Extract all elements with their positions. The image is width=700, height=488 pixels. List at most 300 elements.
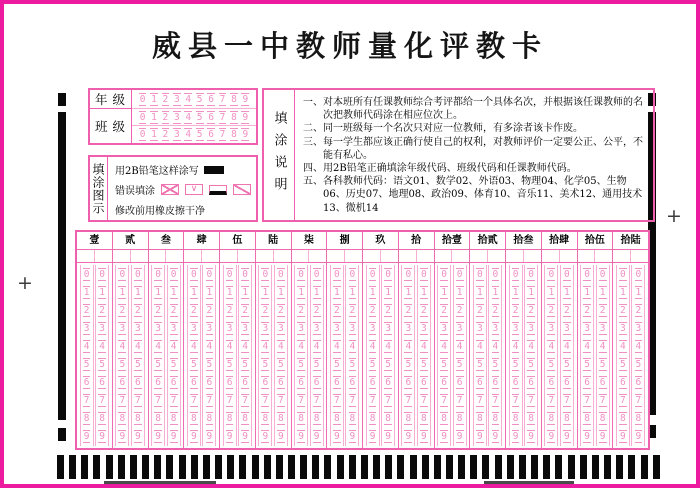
digit-bubble-1[interactable]: 1 [369,286,376,298]
digit-bubble-2[interactable]: 2 [548,304,555,316]
write-in-cell[interactable] [578,250,596,262]
digit-bubble-5[interactable]: 5 [99,359,106,371]
digit-bubble-4[interactable]: 4 [369,340,376,352]
digit-bubble-1[interactable]: 1 [405,286,412,298]
digit-bubble-3[interactable]: 3 [369,322,376,334]
write-in-cells[interactable] [613,250,648,263]
digit-bubble-4[interactable]: 4 [135,340,141,352]
digit-bubble-6[interactable]: 6 [208,111,214,123]
digit-bubble-7[interactable]: 7 [298,395,304,407]
digit-bubble-6[interactable]: 6 [298,377,304,389]
digit-bubble-5[interactable]: 5 [492,359,499,371]
digit-bubble-9[interactable]: 9 [190,431,197,443]
write-in-cells[interactable] [399,250,434,263]
digit-bubble-5[interactable]: 5 [196,111,203,123]
digit-bubble-6[interactable]: 6 [135,377,141,389]
digit-bubble-5[interactable]: 5 [512,359,519,371]
digit-bubble-0[interactable]: 0 [584,268,590,280]
digit-bubble-8[interactable]: 8 [619,413,626,425]
digit-bubble-1[interactable]: 1 [599,286,606,298]
digit-bubble-0[interactable]: 0 [405,268,412,280]
digit-bubble-7[interactable]: 7 [99,395,106,407]
digit-bubble-5[interactable]: 5 [456,359,463,371]
digit-bubble-7[interactable]: 7 [206,395,213,407]
digit-bubble-0[interactable]: 0 [139,129,146,140]
digit-bubble-8[interactable]: 8 [313,413,320,425]
digit-bubble-3[interactable]: 3 [226,322,233,334]
digit-bubble-1[interactable]: 1 [548,286,555,298]
digit-bubble-0[interactable]: 0 [135,268,141,280]
digit-bubble-2[interactable]: 2 [190,304,197,316]
digit-bubble-6[interactable]: 6 [548,377,555,389]
digit-bubble-9[interactable]: 9 [262,431,269,443]
digit-bubble-3[interactable]: 3 [441,322,447,334]
digit-bubble-8[interactable]: 8 [405,413,412,425]
digit-bubble-7[interactable]: 7 [190,395,197,407]
digit-bubble-1[interactable]: 1 [635,286,642,298]
digit-bubble-9[interactable]: 9 [119,431,126,443]
digit-bubble-1[interactable]: 1 [119,286,126,298]
digit-bubble-6[interactable]: 6 [155,377,161,389]
digit-bubble-7[interactable]: 7 [119,395,126,407]
write-in-cell[interactable] [435,250,453,262]
digit-bubble-1[interactable]: 1 [492,286,499,298]
write-in-cells[interactable] [113,250,148,263]
digit-bubble-9[interactable]: 9 [441,431,447,443]
digit-bubble-8[interactable]: 8 [349,413,356,425]
digit-bubble-3[interactable]: 3 [476,322,483,334]
write-in-cell[interactable] [184,250,202,262]
digit-bubble-0[interactable]: 0 [155,268,161,280]
digit-bubble-5[interactable]: 5 [385,359,392,371]
digit-bubble-6[interactable]: 6 [208,93,214,105]
digit-bubble-8[interactable]: 8 [421,413,427,425]
digit-bubble-4[interactable]: 4 [599,340,606,352]
digit-bubble-6[interactable]: 6 [170,377,177,389]
digit-bubble-4[interactable]: 4 [635,340,642,352]
digit-bubble-1[interactable]: 1 [512,286,519,298]
digit-bubble-2[interactable]: 2 [441,304,447,316]
digit-bubble-4[interactable]: 4 [584,340,590,352]
digit-bubble-9[interactable]: 9 [242,431,249,443]
write-in-cell[interactable] [256,250,274,262]
digit-bubble-5[interactable]: 5 [278,359,284,371]
digit-bubble-4[interactable]: 4 [226,340,233,352]
digit-bubble-7[interactable]: 7 [441,395,447,407]
digit-bubble-6[interactable]: 6 [119,377,126,389]
write-in-cell[interactable] [95,250,112,262]
digit-bubble-9[interactable]: 9 [635,431,642,443]
digit-bubble-9[interactable]: 9 [278,431,284,443]
digit-bubble-7[interactable]: 7 [226,395,233,407]
write-in-cells[interactable] [470,250,505,263]
digit-bubble-7[interactable]: 7 [421,395,427,407]
digit-bubble-8[interactable]: 8 [456,413,463,425]
digit-bubble-0[interactable]: 0 [421,268,427,280]
digit-bubble-0[interactable]: 0 [619,268,626,280]
digit-bubble-4[interactable]: 4 [190,340,197,352]
digit-bubble-6[interactable]: 6 [226,377,233,389]
digit-bubble-1[interactable]: 1 [99,286,106,298]
write-in-cells[interactable] [220,250,255,263]
write-in-cells[interactable] [506,250,541,263]
digit-bubble-4[interactable]: 4 [476,340,483,352]
digit-bubble-0[interactable]: 0 [139,111,146,123]
digit-bubble-0[interactable]: 0 [548,268,555,280]
digit-bubble-0[interactable]: 0 [369,268,376,280]
digit-bubble-6[interactable]: 6 [599,377,606,389]
write-in-cell[interactable] [524,250,541,262]
digit-bubble-8[interactable]: 8 [333,413,340,425]
digit-bubble-1[interactable]: 1 [135,286,141,298]
digit-bubble-0[interactable]: 0 [349,268,356,280]
write-in-cells[interactable] [292,250,327,263]
digit-bubble-2[interactable]: 2 [298,304,304,316]
digit-bubble-9[interactable]: 9 [385,431,392,443]
digit-bubble-4[interactable]: 4 [83,340,90,352]
digit-bubble-5[interactable]: 5 [564,359,570,371]
digit-bubble-2[interactable]: 2 [512,304,519,316]
digit-bubble-0[interactable]: 0 [99,268,106,280]
digit-bubble-8[interactable]: 8 [190,413,197,425]
digit-bubble-2[interactable]: 2 [262,304,269,316]
digit-bubble-4[interactable]: 4 [278,340,284,352]
digit-bubble-1[interactable]: 1 [313,286,320,298]
write-in-cell[interactable] [202,250,219,262]
digit-bubble-3[interactable]: 3 [405,322,412,334]
digit-bubble-6[interactable]: 6 [190,377,197,389]
digit-bubble-3[interactable]: 3 [619,322,626,334]
digit-bubble-3[interactable]: 3 [512,322,519,334]
digit-bubble-8[interactable]: 8 [528,413,535,425]
digit-bubble-2[interactable]: 2 [584,304,590,316]
digit-bubble-5[interactable]: 5 [635,359,642,371]
digit-bubble-2[interactable]: 2 [162,93,169,105]
digit-bubble-8[interactable]: 8 [548,413,555,425]
digit-bubble-6[interactable]: 6 [528,377,535,389]
digit-bubble-6[interactable]: 6 [262,377,269,389]
digit-bubble-7[interactable]: 7 [349,395,356,407]
digit-bubble-5[interactable]: 5 [421,359,427,371]
digit-bubble-8[interactable]: 8 [635,413,642,425]
digit-bubble-5[interactable]: 5 [369,359,376,371]
digit-bubble-8[interactable]: 8 [231,129,237,140]
digit-bubble-2[interactable]: 2 [564,304,570,316]
digit-bubble-0[interactable]: 0 [333,268,340,280]
write-in-cell[interactable] [327,250,345,262]
write-in-cells[interactable] [363,250,398,263]
write-in-cell[interactable] [363,250,381,262]
digit-bubble-1[interactable]: 1 [262,286,269,298]
digit-bubble-6[interactable]: 6 [83,377,90,389]
digit-bubble-3[interactable]: 3 [599,322,606,334]
digit-bubble-6[interactable]: 6 [512,377,519,389]
digit-bubble-6[interactable]: 6 [476,377,483,389]
digit-bubble-6[interactable]: 6 [333,377,340,389]
write-in-cell[interactable] [220,250,238,262]
digit-bubble-8[interactable]: 8 [262,413,269,425]
digit-bubble-5[interactable]: 5 [206,359,213,371]
digit-bubble-9[interactable]: 9 [313,431,320,443]
digit-bubble-8[interactable]: 8 [492,413,499,425]
digit-bubble-5[interactable]: 5 [119,359,126,371]
digit-bubble-9[interactable]: 9 [599,431,606,443]
digit-bubble-0[interactable]: 0 [492,268,499,280]
digit-bubble-4[interactable]: 4 [206,340,213,352]
digit-bubble-1[interactable]: 1 [226,286,233,298]
digit-bubble-0[interactable]: 0 [226,268,233,280]
digit-bubble-5[interactable]: 5 [599,359,606,371]
digit-bubble-8[interactable]: 8 [369,413,376,425]
digit-bubble-8[interactable]: 8 [242,413,249,425]
digit-bubble-9[interactable]: 9 [206,431,213,443]
digit-bubble-0[interactable]: 0 [278,268,284,280]
digit-bubble-3[interactable]: 3 [278,322,284,334]
digit-bubble-2[interactable]: 2 [242,304,249,316]
digit-bubble-3[interactable]: 3 [421,322,427,334]
digit-bubble-5[interactable]: 5 [349,359,356,371]
digit-bubble-5[interactable]: 5 [226,359,233,371]
digit-bubble-3[interactable]: 3 [99,322,106,334]
digit-bubble-3[interactable]: 3 [298,322,304,334]
digit-bubble-3[interactable]: 3 [173,129,180,140]
write-in-cell[interactable] [149,250,167,262]
digit-bubble-1[interactable]: 1 [151,93,157,105]
digit-bubble-0[interactable]: 0 [119,268,126,280]
digit-bubble-9[interactable]: 9 [528,431,535,443]
digit-bubble-2[interactable]: 2 [162,129,169,140]
digit-bubble-9[interactable]: 9 [456,431,463,443]
digit-bubble-5[interactable]: 5 [528,359,535,371]
digit-bubble-3[interactable]: 3 [564,322,570,334]
digit-bubble-0[interactable]: 0 [564,268,570,280]
digit-bubble-3[interactable]: 3 [333,322,340,334]
digit-bubble-3[interactable]: 3 [173,93,180,105]
digit-bubble-9[interactable]: 9 [155,431,161,443]
digit-bubble-6[interactable]: 6 [313,377,320,389]
digit-bubble-4[interactable]: 4 [242,340,249,352]
digit-bubble-5[interactable]: 5 [333,359,340,371]
digit-bubble-1[interactable]: 1 [421,286,427,298]
digit-bubble-9[interactable]: 9 [298,431,304,443]
write-in-cell[interactable] [238,250,255,262]
digit-bubble-2[interactable]: 2 [83,304,90,316]
write-in-cell[interactable] [560,250,577,262]
digit-bubble-6[interactable]: 6 [349,377,356,389]
digit-bubble-8[interactable]: 8 [83,413,90,425]
digit-bubble-2[interactable]: 2 [162,111,169,123]
digit-bubble-6[interactable]: 6 [492,377,499,389]
write-in-cell[interactable] [613,250,631,262]
digit-bubble-8[interactable]: 8 [206,413,213,425]
digit-bubble-2[interactable]: 2 [385,304,392,316]
digit-bubble-2[interactable]: 2 [313,304,320,316]
digit-bubble-1[interactable]: 1 [151,129,157,140]
digit-bubble-7[interactable]: 7 [619,395,626,407]
digit-bubble-4[interactable]: 4 [185,93,192,105]
digit-bubble-6[interactable]: 6 [242,377,249,389]
digit-bubble-9[interactable]: 9 [242,129,249,140]
digit-bubble-1[interactable]: 1 [564,286,570,298]
digit-bubble-2[interactable]: 2 [476,304,483,316]
digit-bubble-6[interactable]: 6 [278,377,284,389]
digit-bubble-8[interactable]: 8 [599,413,606,425]
digit-bubble-1[interactable]: 1 [242,286,249,298]
digit-bubble-2[interactable]: 2 [492,304,499,316]
digit-bubble-3[interactable]: 3 [635,322,642,334]
digit-bubble-4[interactable]: 4 [185,111,192,123]
digit-bubble-5[interactable]: 5 [135,359,141,371]
digit-bubble-4[interactable]: 4 [548,340,555,352]
digit-bubble-0[interactable]: 0 [298,268,304,280]
digit-bubble-1[interactable]: 1 [584,286,590,298]
digit-bubble-9[interactable]: 9 [369,431,376,443]
digit-bubble-0[interactable]: 0 [190,268,197,280]
digit-bubble-2[interactable]: 2 [226,304,233,316]
digit-bubble-7[interactable]: 7 [242,395,249,407]
digit-bubble-9[interactable]: 9 [512,431,519,443]
digit-bubble-2[interactable]: 2 [635,304,642,316]
digit-bubble-0[interactable]: 0 [139,93,146,105]
digit-bubble-7[interactable]: 7 [313,395,320,407]
digit-bubble-2[interactable]: 2 [456,304,463,316]
digit-bubble-0[interactable]: 0 [385,268,392,280]
digit-bubble-5[interactable]: 5 [83,359,90,371]
digit-bubble-7[interactable]: 7 [135,395,141,407]
digit-bubble-0[interactable]: 0 [313,268,320,280]
digit-bubble-1[interactable]: 1 [385,286,392,298]
digit-bubble-1[interactable]: 1 [170,286,177,298]
digit-bubble-3[interactable]: 3 [119,322,126,334]
write-in-cell[interactable] [345,250,362,262]
digit-bubble-0[interactable]: 0 [476,268,483,280]
digit-bubble-2[interactable]: 2 [349,304,356,316]
digit-bubble-7[interactable]: 7 [369,395,376,407]
digit-bubble-7[interactable]: 7 [584,395,590,407]
digit-bubble-5[interactable]: 5 [155,359,161,371]
digit-bubble-6[interactable]: 6 [369,377,376,389]
digit-bubble-1[interactable]: 1 [83,286,90,298]
digit-bubble-6[interactable]: 6 [421,377,427,389]
write-in-cell[interactable] [113,250,131,262]
digit-bubble-4[interactable]: 4 [298,340,304,352]
digit-bubble-5[interactable]: 5 [313,359,320,371]
digit-bubble-7[interactable]: 7 [385,395,392,407]
write-in-cells[interactable] [256,250,291,263]
digit-bubble-6[interactable]: 6 [405,377,412,389]
digit-bubble-3[interactable]: 3 [155,322,161,334]
write-in-cell[interactable] [292,250,310,262]
digit-bubble-9[interactable]: 9 [492,431,499,443]
digit-bubble-8[interactable]: 8 [564,413,570,425]
digit-bubble-8[interactable]: 8 [231,111,237,123]
digit-bubble-7[interactable]: 7 [219,111,226,123]
write-in-cells[interactable] [77,250,112,263]
digit-bubble-1[interactable]: 1 [441,286,447,298]
digit-bubble-3[interactable]: 3 [385,322,392,334]
digit-bubble-3[interactable]: 3 [456,322,463,334]
digit-bubble-3[interactable]: 3 [313,322,320,334]
write-in-cells[interactable] [578,250,613,263]
digit-bubble-3[interactable]: 3 [528,322,535,334]
digit-bubble-8[interactable]: 8 [135,413,141,425]
digit-bubble-2[interactable]: 2 [528,304,535,316]
digit-bubble-4[interactable]: 4 [421,340,427,352]
digit-bubble-4[interactable]: 4 [441,340,447,352]
digit-bubble-4[interactable]: 4 [170,340,177,352]
digit-bubble-6[interactable]: 6 [206,377,213,389]
digit-bubble-3[interactable]: 3 [242,322,249,334]
digit-bubble-7[interactable]: 7 [219,93,226,105]
digit-bubble-5[interactable]: 5 [196,129,203,140]
digit-bubble-5[interactable]: 5 [584,359,590,371]
digit-bubble-6[interactable]: 6 [208,129,214,140]
digit-bubble-7[interactable]: 7 [333,395,340,407]
digit-bubble-1[interactable]: 1 [155,286,161,298]
digit-bubble-4[interactable]: 4 [349,340,356,352]
write-in-cell[interactable] [399,250,417,262]
digit-bubble-4[interactable]: 4 [119,340,126,352]
digit-bubble-2[interactable]: 2 [99,304,106,316]
digit-bubble-8[interactable]: 8 [385,413,392,425]
write-in-cells[interactable] [542,250,577,263]
digit-bubble-7[interactable]: 7 [83,395,90,407]
digit-bubble-8[interactable]: 8 [278,413,284,425]
digit-bubble-9[interactable]: 9 [242,93,249,105]
write-in-cells[interactable] [149,250,184,263]
digit-bubble-6[interactable]: 6 [635,377,642,389]
digit-bubble-2[interactable]: 2 [405,304,412,316]
digit-bubble-8[interactable]: 8 [155,413,161,425]
write-in-cell[interactable] [274,250,291,262]
digit-bubble-5[interactable]: 5 [196,93,203,105]
write-in-cells[interactable] [435,250,470,263]
digit-bubble-9[interactable]: 9 [421,431,427,443]
digit-bubble-5[interactable]: 5 [298,359,304,371]
digit-bubble-7[interactable]: 7 [170,395,177,407]
digit-bubble-2[interactable]: 2 [619,304,626,316]
digit-bubble-7[interactable]: 7 [155,395,161,407]
digit-bubble-9[interactable]: 9 [333,431,340,443]
digit-bubble-2[interactable]: 2 [421,304,427,316]
digit-bubble-8[interactable]: 8 [298,413,304,425]
digit-bubble-6[interactable]: 6 [456,377,463,389]
digit-bubble-1[interactable]: 1 [619,286,626,298]
write-in-cell[interactable] [131,250,148,262]
digit-bubble-9[interactable]: 9 [99,431,106,443]
digit-bubble-4[interactable]: 4 [99,340,106,352]
digit-bubble-6[interactable]: 6 [584,377,590,389]
digit-bubble-8[interactable]: 8 [512,413,519,425]
digit-bubble-4[interactable]: 4 [185,129,192,140]
digit-bubble-0[interactable]: 0 [206,268,213,280]
write-in-cells[interactable] [184,250,219,263]
digit-bubble-3[interactable]: 3 [492,322,499,334]
digit-bubble-9[interactable]: 9 [564,431,570,443]
digit-bubble-9[interactable]: 9 [476,431,483,443]
digit-bubble-1[interactable]: 1 [206,286,213,298]
digit-bubble-0[interactable]: 0 [262,268,269,280]
digit-bubble-7[interactable]: 7 [548,395,555,407]
digit-bubble-4[interactable]: 4 [385,340,392,352]
digit-bubble-5[interactable]: 5 [476,359,483,371]
digit-bubble-2[interactable]: 2 [206,304,213,316]
digit-bubble-7[interactable]: 7 [405,395,412,407]
digit-bubble-1[interactable]: 1 [278,286,284,298]
digit-bubble-3[interactable]: 3 [190,322,197,334]
digit-bubble-3[interactable]: 3 [206,322,213,334]
digit-bubble-9[interactable]: 9 [548,431,555,443]
